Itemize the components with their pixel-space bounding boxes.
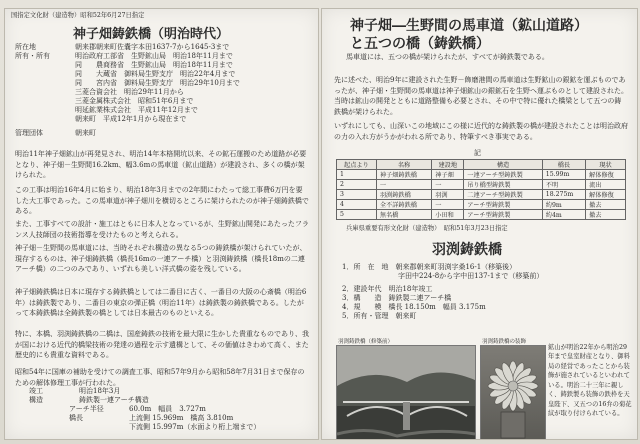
bridge-photo xyxy=(336,345,476,440)
table-cell: 一連アーチ型鋳鉄製 xyxy=(464,170,542,180)
table-cell: 約4m xyxy=(542,210,585,220)
table-cell: 一 xyxy=(432,200,464,210)
field-value: 明治政府工部省 生野鉱山局 明治18年11月まで xyxy=(75,52,233,60)
spec-label: 構造 xyxy=(29,396,43,404)
intro-text: 馬車道には、五つの橋が架けられたが、すべてが鋳鉄製である。 xyxy=(346,53,549,61)
bridge-spec: 字田中224-8から字中田137-1まで（移築前） xyxy=(342,272,544,280)
table-header-cell: 現状 xyxy=(586,160,626,170)
field-value: 朝来郡朝来町佐嚢字本田1637-7から1645-3まで xyxy=(75,43,230,51)
spec-value: 上流側 15.969m 橋高 3.810m xyxy=(129,414,234,422)
right-panel xyxy=(321,8,638,440)
table-cell: 吊り橋型鋳鉄製 xyxy=(464,180,542,190)
spec-label: 竣工 xyxy=(29,387,43,395)
table-cell: 1 xyxy=(337,170,377,180)
bridge-spec: 5．所有・管理 朝来町 xyxy=(342,312,417,320)
table-row xyxy=(337,200,626,210)
table-cell: 5 xyxy=(337,210,377,220)
body-paragraph: 明治11年神子畑鉱山が再発見され、明治14年本格開坑以来、その鉱石運搬のため道路が必要となり、神子畑－生野間16.2km、幅3.6mの馬車道（鉱山道路）が建設され、多くの橋が架けられた。 xyxy=(15,150,307,180)
field-value: 明延鉱業株式会社 平成11年12月まで xyxy=(75,106,198,114)
table-row xyxy=(337,210,626,220)
table-cell: 18.275m xyxy=(542,190,585,200)
bridge-illustration xyxy=(337,346,475,440)
photo-caption: 羽渕鋳鉄橋の装飾 xyxy=(482,339,527,345)
body-paragraph: 特に、本橋、羽渕鋳鉄橋の二橋は、国産鋳鉄の技術を最大限に生かした貴重なものであり、我が国における近代的橋梁技術の発達の過程を示す遺構として、その価値はきわめて高く、また歴史的にも貴重な資料である。 xyxy=(15,330,309,360)
sub-designation: 兵庫県重要有形文化財（建造物） 昭和51年3月23日指定 xyxy=(346,225,508,232)
table-cell: 約9m xyxy=(542,200,585,210)
table-cell: 3 xyxy=(337,190,377,200)
side-note: 鉱山が明治22年から明治29年まで皇室財産となり、御料局の経営であったことから装飾が施されているといわれている。明治二十三年に親しく、鋳鉄製ら装飾の鉄枠を天皇陛下、又五つの16弁の菊花紋が取り付けられている。 xyxy=(548,344,632,418)
designation-label: 国指定文化財（建造物）昭和52年6月27日指定 xyxy=(11,12,145,19)
table-header-cell: 建設地 xyxy=(432,160,464,170)
field-label: 管理団体 xyxy=(15,129,43,137)
spec-value: 鋳鉄製一連アーチ構造 xyxy=(79,396,149,404)
spec-label: 橋長 xyxy=(69,414,83,422)
field-value: 同 大蔵省 御料局生野支庁 明治22年4月まで xyxy=(75,70,236,78)
bridge-spec: 4．規 模 橋長 18.150m 幅員 3.175m xyxy=(342,303,486,311)
spec-value: 60.0m 幅員 3.727m xyxy=(129,405,206,413)
field-value: 朝来町 平成12年1月から現在まで xyxy=(75,115,187,123)
table-cell: 解体修復 xyxy=(586,170,626,180)
field-value: 三菱金属株式会社 昭和51年6月まで xyxy=(75,97,194,105)
table-cell: 無名橋 xyxy=(376,210,431,220)
table-cell: アーチ型鋳鉄製 xyxy=(464,200,542,210)
table-cell: 15.99m xyxy=(542,170,585,180)
field-value: 同 農商務省 生野鉱山局 明治18年11月まで xyxy=(75,61,233,69)
spec-value: 下流側 15.997m（水面より桁上端まで） xyxy=(129,423,261,431)
field-value: 朝来町 xyxy=(75,129,96,137)
field-label: 所在地 xyxy=(15,43,36,51)
body-paragraph: この工事は明治16年4月に始まり、明治18年3月までの2年間にわたって総工事費6万円を要した大工事であった。この馬車道が神子畑川を横切るところに架けられたのが神子畑鋳鉄橋である。 xyxy=(15,186,309,216)
field-value: 同 宮内省 御料局生野支庁 明治29年10月まで xyxy=(75,79,240,87)
table-cell: 羽渕鋳鉄橋 xyxy=(376,190,431,200)
body-paragraph: 神子畑鋳鉄橋は日本に現存する鋳鉄橋としては二番目に古く、一番目の大阪の心斎橋（明治6年）は鋳鉄製であり、二番目の東京の弾正橋（明治11年）は鋳鉄製の鋳鉄橋である。したがって本鋳鉄橋は全鋳鉄製の橋としては日本最古のものといえる。 xyxy=(15,288,307,318)
body-paragraph: また、工事すべての設計・施工はともに日本人となっているが、生野鉱山開発にあたったフランス人技師団の技術指導を受けたものと考えられる。 xyxy=(15,220,309,239)
bridge-spec: 3．構 造 鋳鉄製二連アーチ橋 xyxy=(342,294,452,302)
photo-caption: 羽渕鋳鉄橋（修築前） xyxy=(338,339,394,345)
table-cell: 撤去 xyxy=(586,210,626,220)
table-cell: 4 xyxy=(337,200,377,210)
chrysanthemum-crest-icon xyxy=(481,346,545,440)
table-header-cell: 橋長 xyxy=(542,160,585,170)
body-paragraph: いずれにしても、山深いこの地域にこの様に近代的な鋳鉄製の橋が建設されたことは明治政府の力の入れ方がうかがわれる所であり、特筆すべき事実である。 xyxy=(334,122,628,141)
table-cell: 羽渕 xyxy=(432,190,464,200)
table-header-row xyxy=(337,160,626,170)
panel-title: 神子畑鋳鉄橋（明治時代） xyxy=(73,27,230,42)
table-row xyxy=(337,170,626,180)
body-paragraph: 昭和54年に国庫の補助を受けての調査工事、昭和57年9月から昭和58年7月31日まで保存のための解体修理工事が行われた。 xyxy=(15,368,305,387)
table-row xyxy=(337,190,626,200)
left-panel xyxy=(4,8,319,440)
table-cell: 不明 xyxy=(542,180,585,190)
bridge-table xyxy=(336,159,626,220)
table-cell: 神子畑 xyxy=(432,170,464,180)
table-cell: 流出 xyxy=(586,180,626,190)
table-cell: 二連アーチ型鋳鉄製 xyxy=(464,190,542,200)
right-title-line1: 神子畑―生野間の馬車道（鉱山道路） xyxy=(350,18,588,34)
bridge-title: 羽渕鋳鉄橋 xyxy=(432,242,502,258)
table-header-cell: 起点より xyxy=(337,160,377,170)
table-cell: 2 xyxy=(337,180,377,190)
ornament-photo xyxy=(480,345,546,440)
spec-label: アーチ半径 xyxy=(69,405,104,413)
table-header-cell: 構造 xyxy=(464,160,542,170)
table-header-cell: 名称 xyxy=(376,160,431,170)
table-cell: 全不詳鋳鉄橋 xyxy=(376,200,431,210)
table-cell: 小田和 xyxy=(432,210,464,220)
body-paragraph: 神子畑－生野間の馬車道には、当時それぞれ構造の異なる5つの鋳鉄橋が架けられていたが、現存するものは、神子畑鋳鉄橋（橋長16mの一連アーチ橋）と羽渕鋳鉄橋（橋長18mの二連アーチ橋）の二つのみであり、いずれも美しい洋式橋の姿を残している。 xyxy=(15,244,307,274)
field-value: 三菱合資会社 明治29年11月から xyxy=(75,88,184,96)
table-cell: 一 xyxy=(376,180,431,190)
bridge-spec: 2．建設年代 明治18年竣工 xyxy=(342,285,433,293)
field-label: 所有・所有 xyxy=(15,52,50,60)
table-cell: 解体修復 xyxy=(586,190,626,200)
table-cell: 撤去 xyxy=(586,200,626,210)
table-cell: 神子畑鋳鉄橋 xyxy=(376,170,431,180)
table-caption: 記 xyxy=(474,149,481,157)
body-paragraph: 先に述べた、明治9年に建設された生野－飾磨港間の馬車道は生野鉱山の銀鉱を運ぶものであったが、神子畑・生野間の馬車道は神子畑鉱山の銀鉱石を生野へ運ぶものとして建設された。当時は鉱山の開発とともに道路整備も必要とされ、その中で特に優れた橋梁として五つの鋳鉄橋が架けられた。 xyxy=(334,76,628,116)
bridge-spec: 1．所 在 地 朝来郡朝来町羽渕字桑16-1（移築後） xyxy=(342,263,517,271)
spec-value: 明治18年3月 xyxy=(79,387,121,395)
right-title-line2: と五つの橋（鋳鉄橋） xyxy=(350,36,490,52)
table-row xyxy=(337,180,626,190)
table-cell: アーチ型鋳鉄製 xyxy=(464,210,542,220)
table-cell: 一 xyxy=(432,180,464,190)
